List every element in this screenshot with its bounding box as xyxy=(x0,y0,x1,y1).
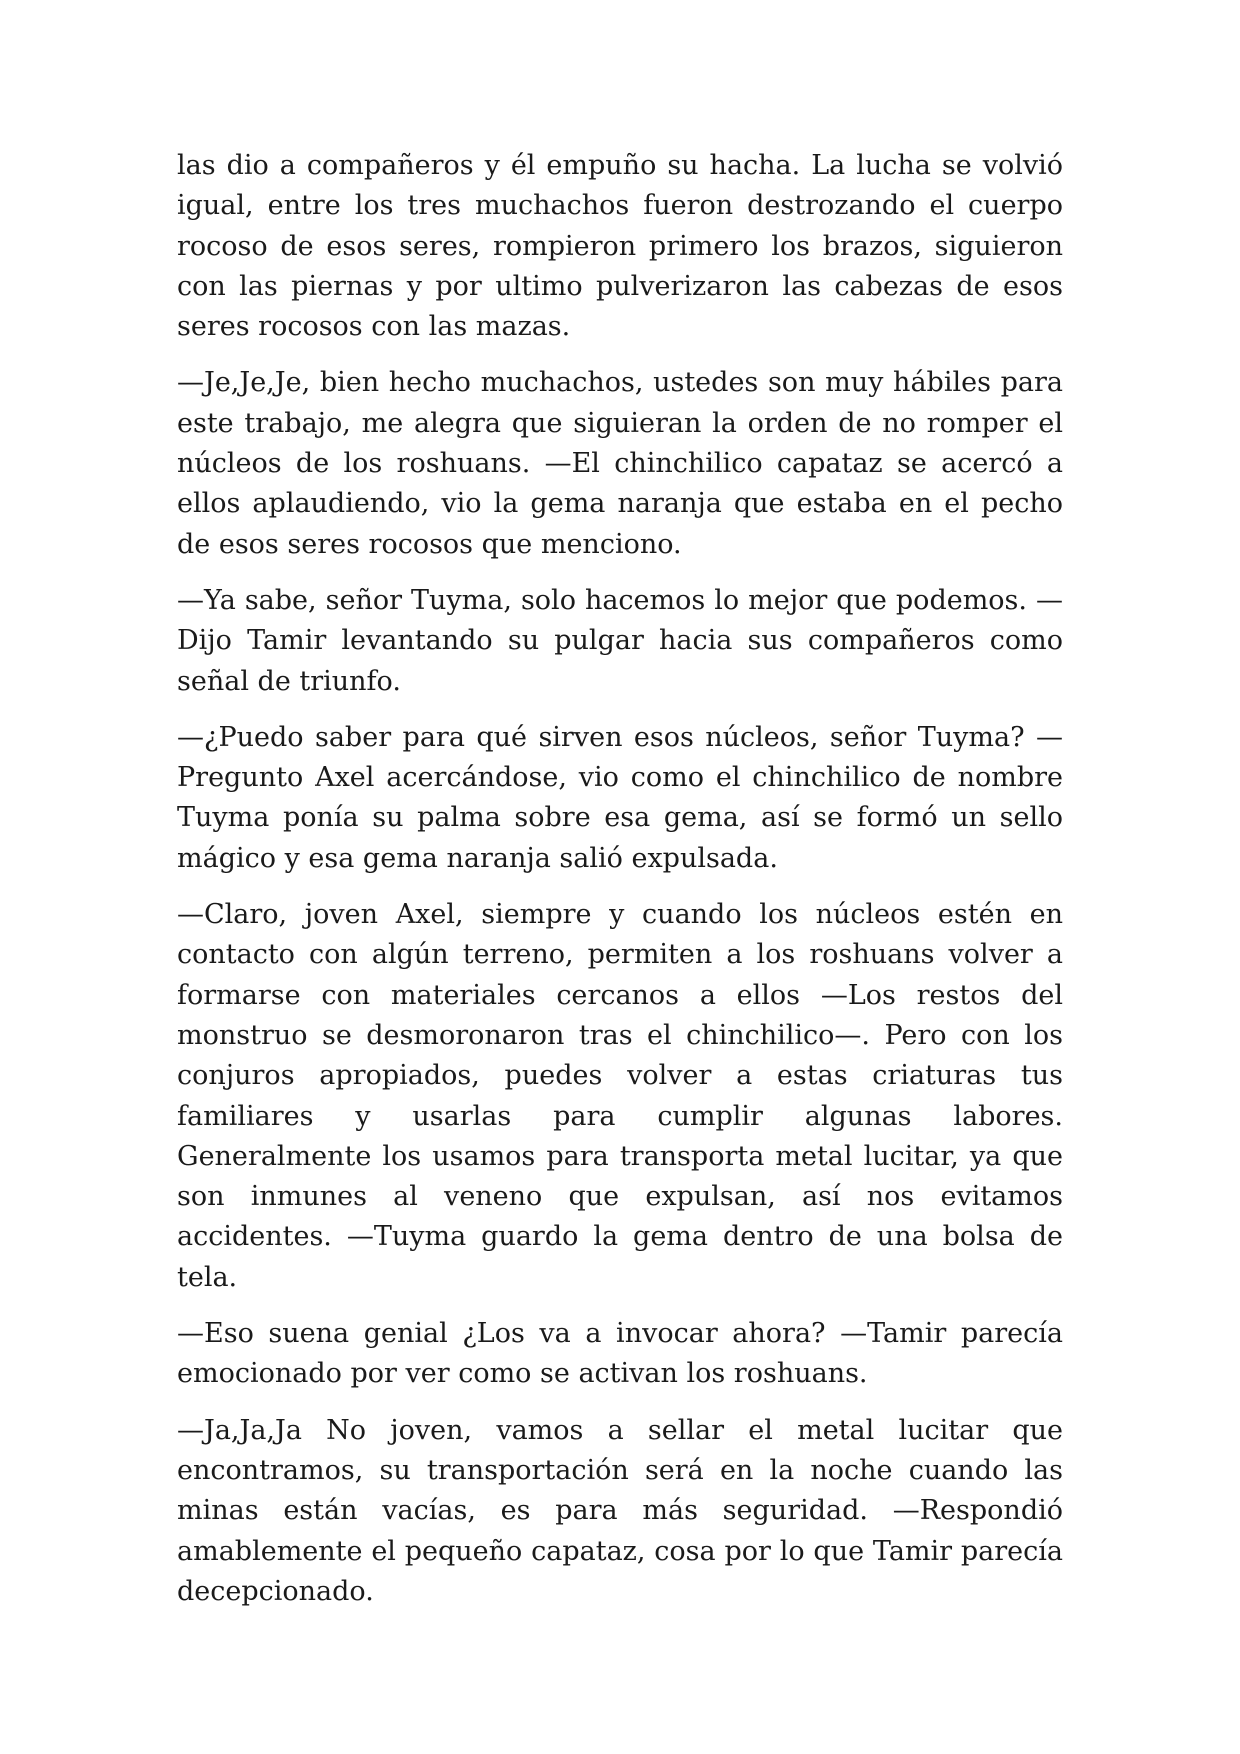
paragraph-7: —Ja,Ja,Ja No joven, vamos a sellar el metal lucitar que encontramos, su transportación será en la noche cuando las minas están vacías, es para más seguridad. —Respondió amablemente el pequeño capataz, cosa por lo que Tamir parecía decepcionado. xyxy=(177,1414,1063,1607)
paragraph-3: —Ya sabe, señor Tuyma, solo hacemos lo mejor que podemos. —Dijo Tamir levantando su pulgar hacia sus compañeros como señal de triunfo. xyxy=(177,584,1063,697)
paragraph-4: —¿Puedo saber para qué sirven esos núcleos, señor Tuyma? —Pregunto Axel acercándose, vio como el chinchilico de nombre Tuyma ponía su palma sobre esa gema, así se formó un sello mágico y esa gema naranja salió expulsada. xyxy=(177,721,1063,874)
paragraph-6: —Eso suena genial ¿Los va a invocar ahora? —Tamir parecía emocionado por ver como se activan los roshuans. xyxy=(177,1318,1063,1390)
paragraph-5: —Claro, joven Axel, siempre y cuando los núcleos estén en contacto con algún terreno, permiten a los roshuans volver a formarse con materiales cercanos a ellos —Los restos del monstruo se desmoronaron tras el chinchilico—. Pero con los conjuros apropiados, puedes volver a estas criaturas tus familiares y usarlas para cumplir algunas labores. Generalmente los usamos para transporta metal lucitar, ya que son inmunes al veneno que expulsan, así nos evitamos accidentes. —Tuyma guardo la gema dentro de una bolsa de tela. xyxy=(177,899,1063,1293)
body-text xyxy=(177,146,1063,1628)
paragraph-1: las dio a compañeros y él empuño su hacha. La lucha se volvió igual, entre los tres muchachos fueron destrozando el cuerpo rocoso de esos seres, rompieron primero los brazos, siguieron con las piernas y por ultimo pulverizaron las cabezas de esos seres rocosos con las mazas. xyxy=(177,150,1063,343)
paragraph-2: —Je,Je,Je, bien hecho muchachos, ustedes son muy hábiles para este trabajo, me alegra que siguieran la orden de no romper el núcleos de los roshuans. —El chinchilico capataz se acercó a ellos aplaudiendo, vio la gema naranja que estaba en el pecho de esos seres rocosos que menciono. xyxy=(177,367,1063,560)
